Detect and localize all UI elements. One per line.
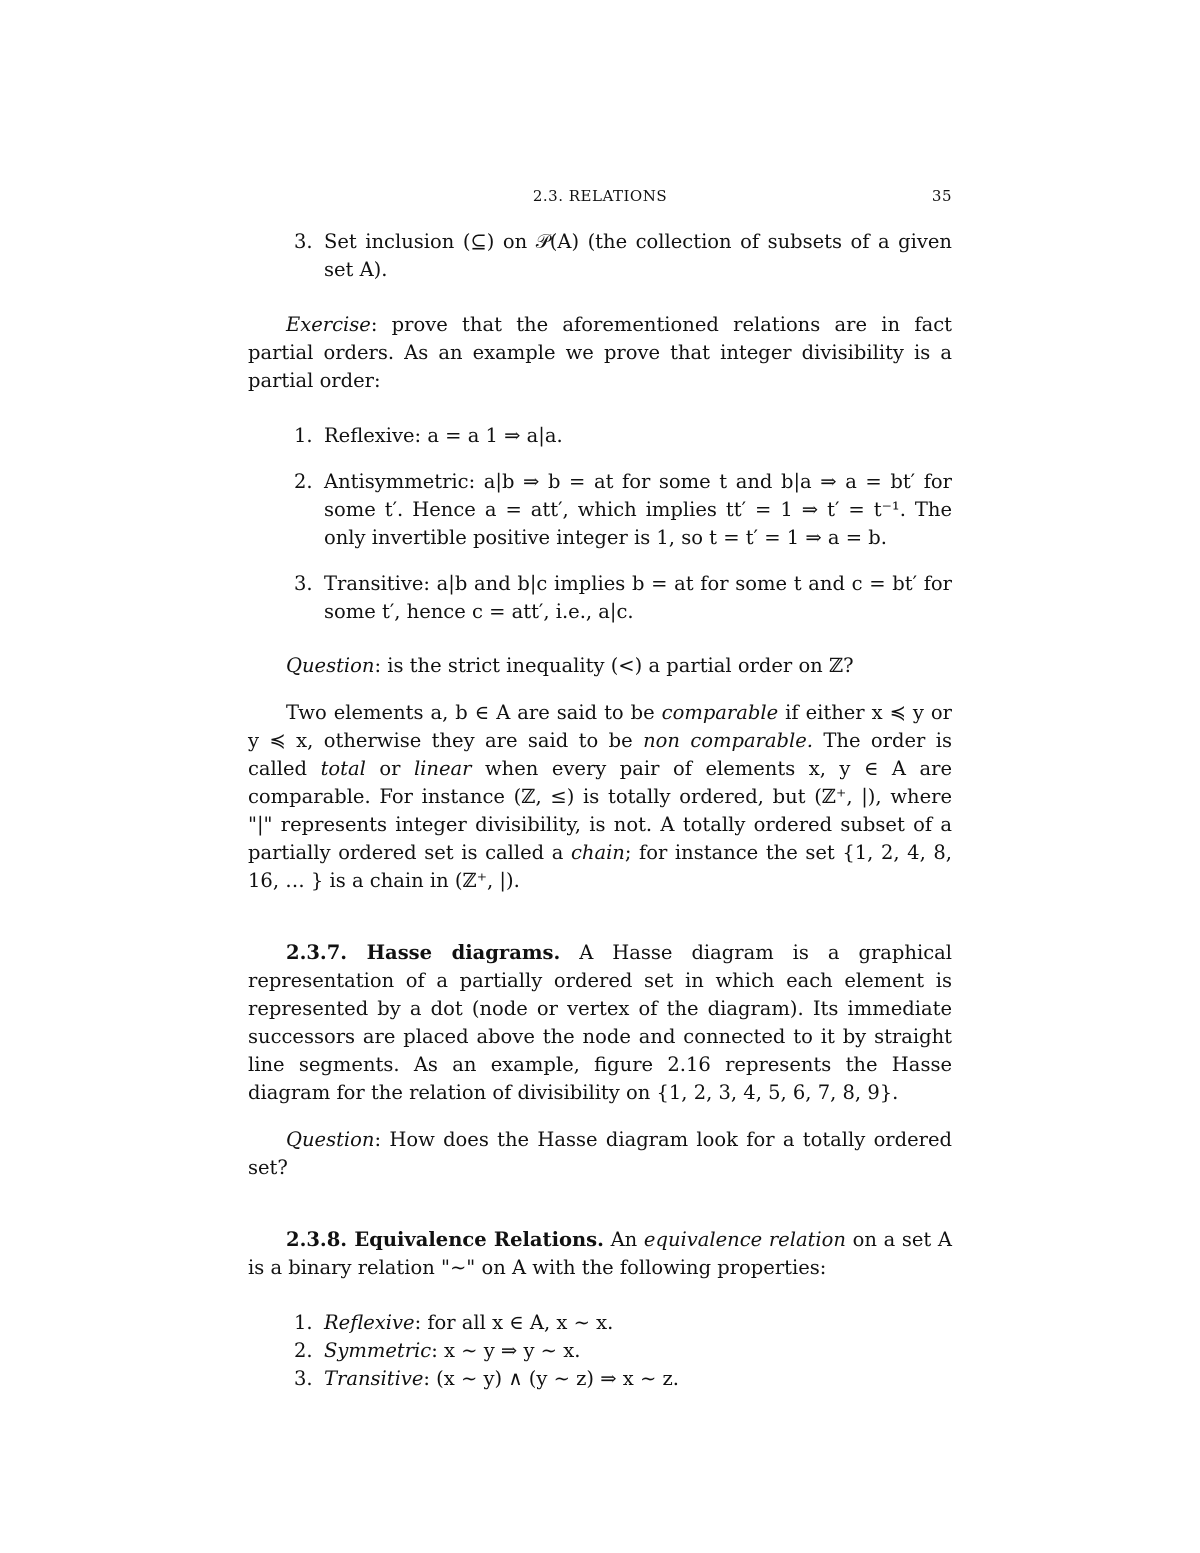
exercise-paragraph: [248, 311, 952, 395]
equivalence-relations-section: [248, 1226, 952, 1282]
term-equivalence-relation: equivalence relation: [643, 1228, 846, 1251]
property-label: Transitive: [324, 1367, 424, 1390]
hasse-diagrams-section: [248, 939, 952, 1107]
proof-item-transitive: [248, 570, 952, 626]
term-linear: linear: [413, 757, 472, 780]
running-head: [248, 182, 952, 208]
proof-item-reflexive: [248, 422, 952, 450]
question-totally-ordered: [248, 1126, 952, 1182]
text-run: if either x ≼ y or y ≼ x, otherwise they are said to be: [248, 701, 952, 752]
text-run: An: [603, 1228, 644, 1251]
page-body: [248, 182, 952, 1393]
item-number: 1.: [294, 1311, 313, 1334]
term-comparable: comparable: [661, 701, 779, 724]
text-run: Two elements a, b ∈ A are said to be: [286, 701, 662, 724]
question-label: Question: [286, 1128, 375, 1151]
equivalence-item-transitive: [248, 1365, 952, 1393]
list-item-set-inclusion: [248, 228, 952, 284]
section-heading: 2.3.7. Hasse diagrams.: [286, 941, 561, 964]
item-number: 2.: [294, 470, 313, 493]
equivalence-item-symmetric: [248, 1337, 952, 1365]
proof-item-antisymmetric: [248, 468, 952, 552]
item-number: 1.: [294, 424, 313, 447]
text-run: ; for instance the set {1, 2, 4, 8, 16, … } is a chain in (ℤ⁺, |).: [248, 841, 952, 892]
question-text: : How does the Hasse diagram look for a totally ordered set?: [248, 1128, 952, 1179]
item-text: Antisymmetric: a|b ⇒ b = at for some t and b|a ⇒ a = bt′ for some t′. Hence a = att′, which implies tt′ = 1 ⇒ t′ = t⁻¹. The only invertible positive integer is 1, so t = t′ = 1 ⇒ a = b.: [324, 470, 952, 549]
section-title: 2.3. RELATIONS: [532, 187, 668, 205]
equivalence-item-reflexive: [248, 1309, 952, 1337]
property-label: Reflexive: [324, 1311, 415, 1334]
item-number: 3.: [294, 230, 313, 253]
item-text: : x ∼ y ⇒ y ∼ x.: [431, 1339, 581, 1362]
text-run: when every pair of elements x, y ∈ A are comparable. For instance (ℤ, ≤) is totally ordered, but (ℤ⁺, |), where "|" represents integer divisibility, is not. A totally ordered subset of a partially ordered set is called a: [248, 757, 952, 864]
comparable-paragraph: [248, 699, 952, 895]
page-number: 35: [931, 187, 952, 205]
exercise-label: Exercise: [286, 313, 371, 336]
item-text: Transitive: a|b and b|c implies b = at for some t and c = bt′ for some t′, hence c = att′, i.e., a|c.: [324, 572, 952, 623]
term-chain: chain: [570, 841, 625, 864]
item-text: Set inclusion (⊆) on 𝒫(A) (the collection of subsets of a given set A).: [324, 230, 952, 281]
text-run: The order is called: [248, 729, 952, 780]
item-number: 3.: [294, 1367, 313, 1390]
property-label: Symmetric: [324, 1339, 432, 1362]
item-number: 2.: [294, 1339, 313, 1362]
term-total: total: [320, 757, 366, 780]
term-non-comparable: non comparable.: [643, 729, 814, 752]
text-run: or: [365, 757, 414, 780]
item-text: Reflexive: a = a 1 ⇒ a|a.: [324, 424, 563, 447]
question-label: Question: [286, 654, 375, 677]
item-number: 3.: [294, 572, 313, 595]
item-text: : for all x ∈ A, x ∼ x.: [414, 1311, 614, 1334]
item-text: : (x ∼ y) ∧ (y ∼ z) ⇒ x ∼ z.: [423, 1367, 679, 1390]
section-text: A Hasse diagram is a graphical representation of a partially ordered set in which each element is represented by a dot (node or vertex of the diagram). Its immediate successors are placed above the node and connected to it by straight line segments. As an example, figure 2.16 represents the Hasse diagram for the relation of divisibility on {1, 2, 3, 4, 5, 6, 7, 8, 9}.: [248, 941, 952, 1104]
exercise-text: : prove that the aforementioned relations are in fact partial orders. As an example we prove that integer divisibility is a partial order:: [248, 313, 952, 392]
text-run: on a set A is a binary relation "∼" on A with the following properties:: [248, 1228, 953, 1279]
question-text: : is the strict inequality (<) a partial order on ℤ?: [374, 654, 854, 677]
section-heading: 2.3.8. Equivalence Relations.: [286, 1228, 604, 1251]
question-strict-inequality: [248, 652, 952, 680]
